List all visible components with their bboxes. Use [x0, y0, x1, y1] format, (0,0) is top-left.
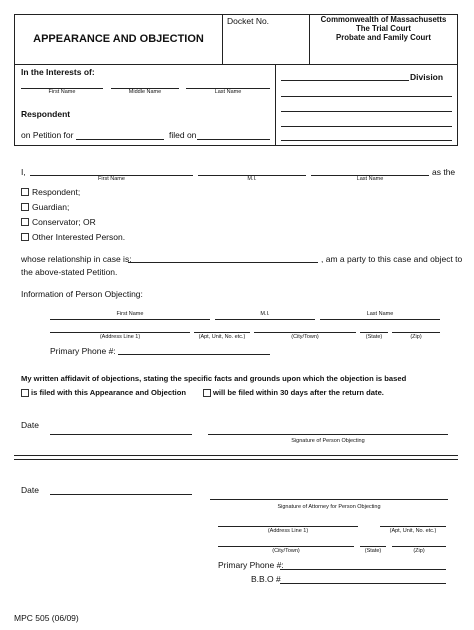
respondent-middle-name-caption: Middle Name: [128, 89, 162, 95]
person-apt-line[interactable]: [194, 332, 250, 333]
division-label: Division: [410, 72, 444, 82]
person-city-caption: (City/Town): [291, 334, 319, 340]
attorney-signature-line[interactable]: [210, 499, 448, 500]
person-first-name-caption: First Name: [116, 311, 144, 317]
relationship-line[interactable]: [128, 262, 318, 263]
objector-last-name-caption: Last Name: [356, 176, 384, 182]
objector-mi-caption: M.I.: [247, 176, 257, 182]
filed-on-line[interactable]: [197, 139, 270, 140]
person-apt-caption: (Apt, Unit, No. etc.): [198, 334, 246, 340]
division-address-line-1[interactable]: [281, 96, 452, 97]
division-line[interactable]: [281, 80, 409, 81]
affidavit-will-be-filed-checkbox[interactable]: [203, 389, 211, 397]
section-divider-bottom: [14, 459, 458, 460]
as-the-label: as the: [432, 167, 456, 177]
interests-label: In the Interests of:: [21, 67, 95, 77]
respondent-checkbox[interactable]: [21, 188, 29, 196]
attorney-zip-line[interactable]: [392, 546, 446, 547]
date-line-2[interactable]: [50, 494, 192, 495]
bbo-label: B.B.O #: [251, 574, 281, 584]
person-phone-line[interactable]: [118, 354, 270, 355]
conservator-checkbox[interactable]: [21, 218, 29, 226]
affidavit-will-be-filed-label: will be filed within 30 days after the return date.: [213, 388, 384, 397]
other-interested-person-checkbox[interactable]: [21, 233, 29, 241]
person-zip-line[interactable]: [392, 332, 440, 333]
affidavit-filed-with-checkbox[interactable]: [21, 389, 29, 397]
date-label-2: Date: [21, 485, 39, 495]
filed-on-label: filed on: [169, 130, 197, 140]
docket-label: Docket No.: [227, 16, 270, 26]
person-info-heading: Information of Person Objecting:: [21, 289, 143, 299]
relationship-suffix: , am a party to this case and object to: [321, 254, 463, 264]
person-zip-caption: (Zip): [410, 334, 422, 340]
attorney-address-line[interactable]: [218, 526, 358, 527]
other-interested-person-option-label: Other Interested Person.: [32, 232, 126, 242]
person-first-name-line[interactable]: [50, 319, 210, 320]
respondent-first-name-caption: First Name: [48, 89, 76, 95]
objector-signature-line[interactable]: [208, 434, 448, 435]
person-city-line[interactable]: [254, 332, 356, 333]
attorney-city-line[interactable]: [218, 546, 354, 547]
relationship-prefix: whose relationship in case is:: [21, 254, 132, 264]
attorney-state-line[interactable]: [360, 546, 386, 547]
person-mi-line[interactable]: [215, 319, 315, 320]
bbo-line[interactable]: [280, 583, 446, 584]
person-state-caption: (State): [365, 334, 383, 340]
affidavit-statement: My written affidavit of objections, stating the specific facts and grounds upon which the objection is based: [21, 374, 407, 383]
attorney-signature-caption: Signature of Attorney for Person Objecting: [277, 504, 381, 510]
on-petition-label: on Petition for: [21, 130, 74, 140]
objector-signature-caption: Signature of Person Objecting: [291, 438, 365, 444]
date-label-1: Date: [21, 420, 39, 430]
attorney-phone-line[interactable]: [280, 569, 446, 570]
section-divider-top: [14, 455, 458, 456]
attorney-phone-label: Primary Phone #:: [218, 560, 284, 570]
guardian-checkbox[interactable]: [21, 203, 29, 211]
attorney-zip-caption: (Zip): [413, 548, 425, 554]
objector-first-name-caption: First Name: [98, 176, 125, 182]
i-label: I,: [21, 167, 26, 177]
affidavit-filed-with-label: is filed with this Appearance and Objection: [31, 388, 186, 397]
attorney-apt-line[interactable]: [380, 526, 446, 527]
person-last-name-line[interactable]: [320, 319, 440, 320]
division-address-line-4[interactable]: [281, 140, 452, 141]
attorney-apt-caption: (Apt, Unit, No. etc.): [389, 528, 437, 534]
respondent-last-name-caption: Last Name: [214, 89, 242, 95]
person-address-line[interactable]: [50, 332, 190, 333]
relationship-line2: the above-stated Petition.: [21, 267, 118, 277]
division-address-line-3[interactable]: [281, 126, 452, 127]
form-id: MPC 505 (06/09): [14, 613, 79, 623]
respondent-option-label: Respondent;: [32, 187, 81, 197]
court-name-line1: Commonwealth of Massachusetts: [320, 15, 447, 24]
person-state-line[interactable]: [360, 332, 388, 333]
person-last-name-caption: Last Name: [366, 311, 394, 317]
court-name-line2: The Trial Court: [355, 24, 412, 33]
attorney-address-caption: (Address Line 1): [267, 528, 309, 534]
person-mi-caption: M.I.: [260, 311, 270, 317]
guardian-option-label: Guardian;: [32, 202, 70, 212]
attorney-city-caption: (City/Town): [272, 548, 300, 554]
attorney-state-caption: (State): [364, 548, 382, 554]
person-phone-label: Primary Phone #:: [50, 346, 116, 356]
date-line-1[interactable]: [50, 434, 192, 435]
court-name-line3: Probate and Family Court: [336, 33, 431, 42]
conservator-option-label: Conservator; OR: [32, 217, 96, 227]
petition-for-line[interactable]: [76, 139, 164, 140]
respondent-label: Respondent: [21, 109, 71, 119]
form-title: APPEARANCE AND OBJECTION: [33, 33, 204, 45]
division-address-line-2[interactable]: [281, 111, 452, 112]
person-address-caption: (Address Line 1): [99, 334, 141, 340]
